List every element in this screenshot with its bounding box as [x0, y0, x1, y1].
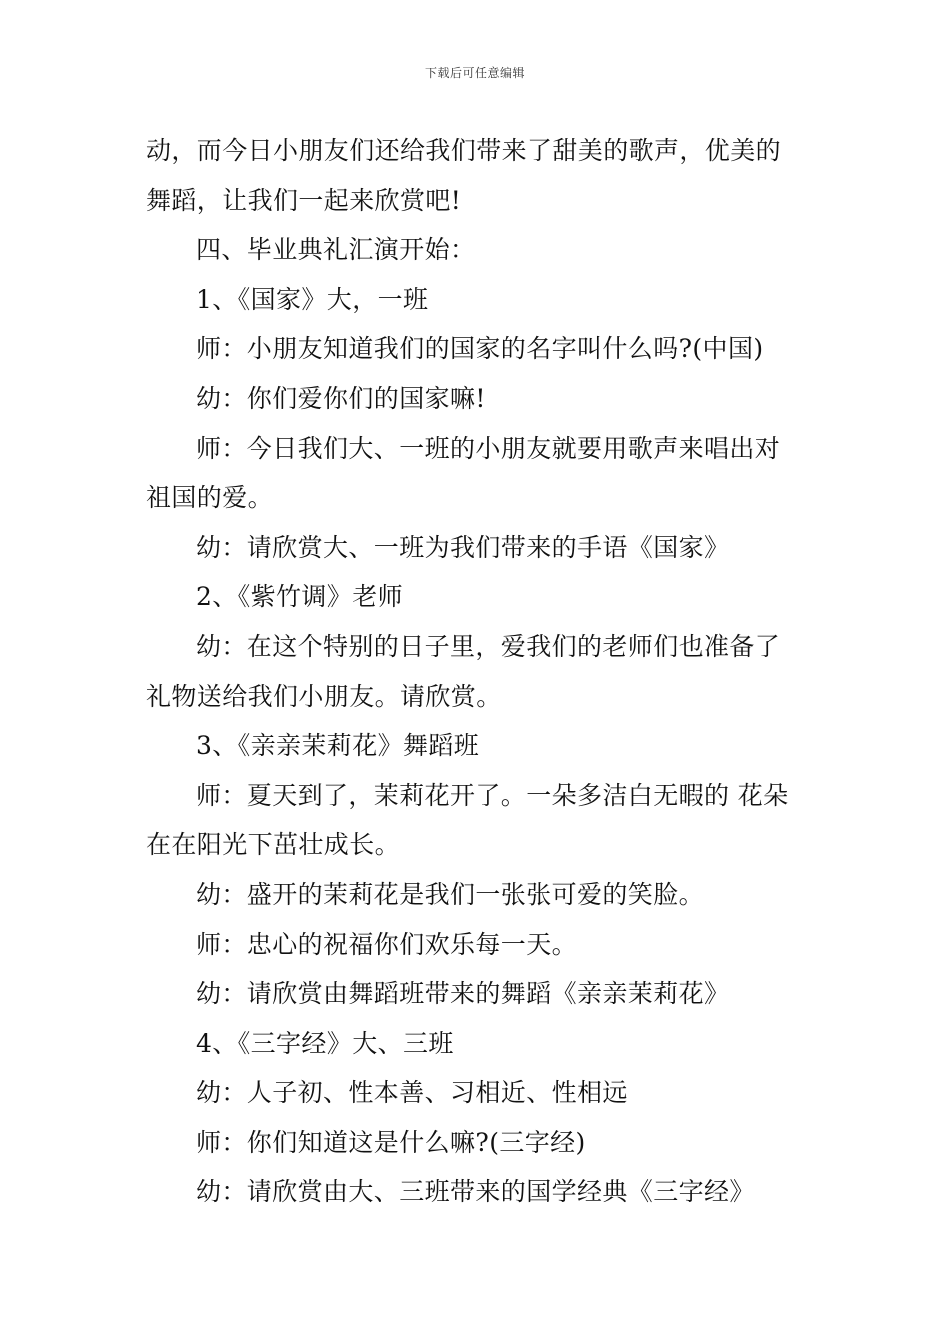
dialogue-line: 幼：请欣赏大、一班为我们带来的手语《国家》 [196, 532, 730, 562]
dialogue-line: 幼：在这个特别的日子里，爱我们的老师们也准备了 [196, 631, 781, 661]
dialogue-line: 幼：请欣赏由舞蹈班带来的舞蹈《亲亲茉莉花》 [196, 979, 730, 1009]
dialogue-line: 幼：请欣赏由大、三班带来的国学经典《三字经》 [196, 1177, 755, 1207]
dialogue-line: 幼：盛开的茉莉花是我们一张张可爱的笑脸。 [196, 879, 705, 909]
program-item-title: 1、《国家》大，一班 [196, 284, 429, 314]
dialogue-line: 师：忠心的祝福你们欢乐每一天。 [196, 929, 578, 959]
dialogue-line: 师：小朋友知道我们的国家的名字叫什么吗?(中国) [196, 334, 764, 364]
dialogue-line-continued: 在在阳光下茁壮成长。 [146, 830, 401, 860]
dialogue-line: 师：夏天到了，茉莉花开了。一朵多洁白无暇的 花朵 [196, 780, 789, 810]
document-body [146, 126, 810, 1217]
dialogue-line: 师：你们知道这是什么嘛?(三字经) [196, 1127, 586, 1157]
dialogue-line: 师：今日我们大、一班的小朋友就要用歌声来唱出对 [196, 433, 781, 463]
program-item-title: 3、《亲亲茉莉花》舞蹈班 [196, 731, 480, 761]
dialogue-line-continued: 祖国的爱。 [146, 483, 274, 513]
page-header-note: 下载后可任意编辑 [424, 66, 525, 80]
program-item-title: 2、《紫竹调》老师 [196, 582, 404, 612]
dialogue-line: 幼：你们爱你们的国家嘛! [196, 383, 486, 413]
section-heading: 四、毕业典礼汇演开始： [196, 235, 476, 265]
text-line: 动，而今日小朋友们还给我们带来了甜美的歌声，优美的 [146, 136, 782, 165]
dialogue-line: 幼：人子初、性本善、习相近、性相远 [196, 1078, 628, 1108]
program-item-title: 4、《三字经》大、三班 [196, 1028, 454, 1058]
text-line: 舞蹈，让我们一起来欣赏吧! [146, 185, 462, 215]
dialogue-line-continued: 礼物送给我们小朋友。请欣赏。 [146, 681, 502, 711]
